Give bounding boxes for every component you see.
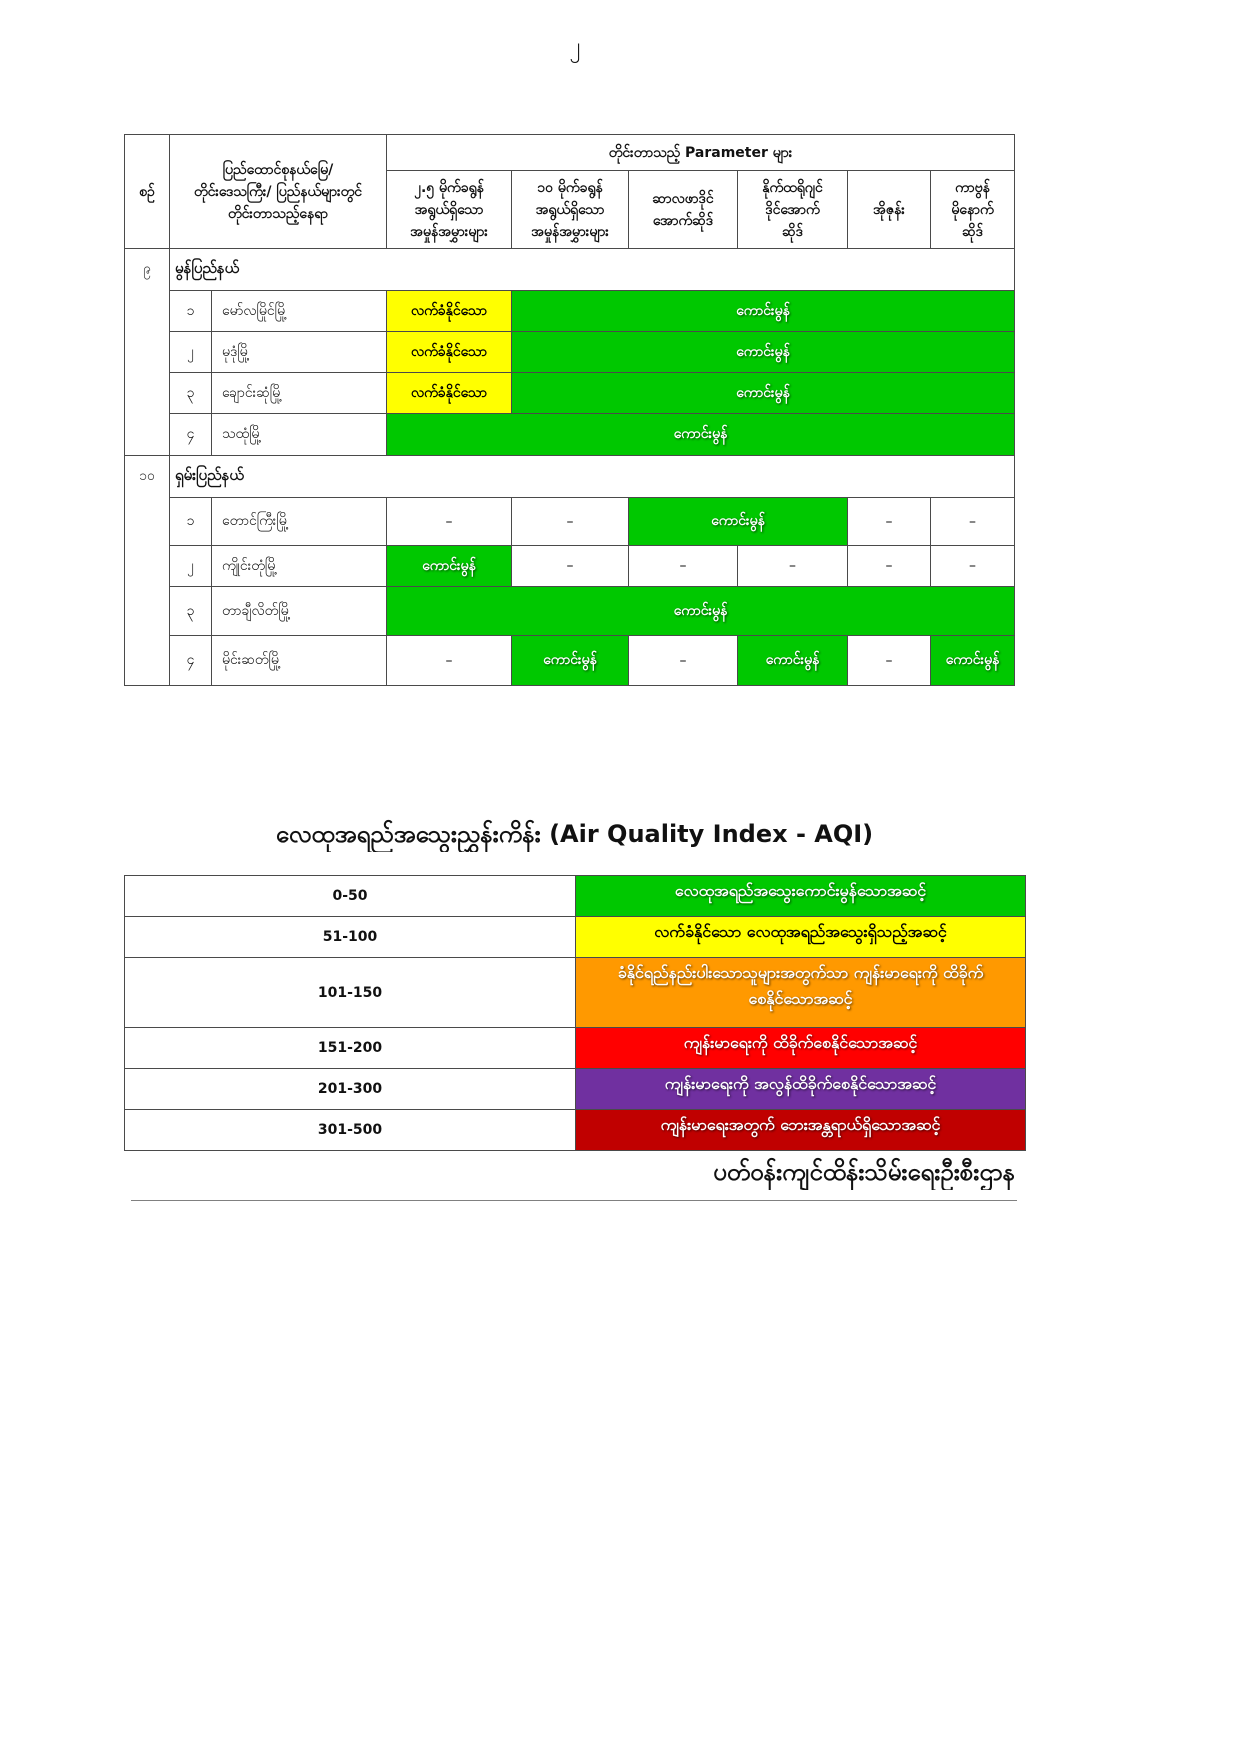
row-number: ၄ bbox=[170, 414, 212, 456]
aqi-row bbox=[125, 1069, 1026, 1110]
no-data-cell: – bbox=[629, 636, 738, 686]
aqi-range: 201-300 bbox=[125, 1069, 576, 1110]
table-row bbox=[125, 373, 1015, 414]
row-number: ၁ bbox=[170, 291, 212, 332]
aqi-category: လေထုအရည်အသွေးကောင်းမွန်သောအဆင့် bbox=[576, 876, 1026, 917]
row-number: ၂ bbox=[170, 546, 212, 587]
city-name: တောင်ကြီးမြို့ bbox=[212, 498, 387, 546]
table-row bbox=[125, 332, 1015, 373]
status-cell: ကောင်းမွန် bbox=[387, 414, 1015, 456]
no-data-cell: – bbox=[738, 546, 848, 587]
aqi-range: 0-50 bbox=[125, 876, 576, 917]
aqi-legend-body bbox=[125, 876, 1026, 1151]
header-parameter bbox=[738, 171, 848, 249]
header-parameter-line: အရွယ်ရှိသော bbox=[535, 201, 605, 218]
section-name: မွန်ပြည်နယ် bbox=[170, 249, 1015, 291]
aqi-range: 301-500 bbox=[125, 1110, 576, 1151]
page-number: ၂ bbox=[569, 34, 581, 59]
status-cell: ကောင်းမွန် bbox=[512, 291, 1015, 332]
section-row bbox=[125, 456, 1015, 498]
aqi-category: ကျန်းမာရေးအတွက် ဘေးအန္တရာယ်ရှိသောအဆင့် bbox=[576, 1110, 1026, 1151]
header-parameter-line: ၁၀ မိုက်ခရွန် bbox=[537, 179, 603, 196]
status-cell: ကောင်းမွန် bbox=[512, 332, 1015, 373]
header-row bbox=[125, 135, 1015, 171]
header-location-line: တိုင်းဒေသကြီး/ ပြည်နယ်များတွင် bbox=[193, 183, 363, 200]
row-number: ၂ bbox=[170, 332, 212, 373]
aqi-category: ခံနိုင်ရည်နည်းပါးသောသူများအတွက်သာ ကျန်းမာရေးကို ထိခိုက်စေနိုင်သောအဆင့် bbox=[576, 958, 1026, 1028]
header-location-line: တိုင်းတာသည့်နေရာ bbox=[227, 205, 329, 222]
aqi-category: ကျန်းမာရေးကို အလွန်ထိခိုက်စေနိုင်သောအဆင့် bbox=[576, 1069, 1026, 1110]
header-parameter bbox=[512, 171, 629, 249]
row-number: ၃ bbox=[170, 587, 212, 636]
no-data-cell: – bbox=[512, 546, 629, 587]
table-row bbox=[125, 546, 1015, 587]
header-parameter-line: နိုက်ထရိုဂျင် bbox=[762, 179, 823, 196]
row-number: ၄ bbox=[170, 636, 212, 686]
status-cell: ကောင်းမွန် bbox=[512, 636, 629, 686]
status-cell: ကောင်းမွန် bbox=[387, 546, 512, 587]
no-data-cell: – bbox=[848, 636, 931, 686]
table-row bbox=[125, 636, 1015, 686]
status-cell: ကောင်းမွန် bbox=[512, 373, 1015, 414]
aqi-row bbox=[125, 1110, 1026, 1151]
no-data-cell: – bbox=[848, 498, 931, 546]
header-location bbox=[170, 135, 387, 249]
header-parameter-line: ကာဗွန် bbox=[955, 179, 990, 196]
header-parameter-line: ဆိုဒ် bbox=[962, 223, 983, 240]
city-name: ချောင်းဆုံမြို့ bbox=[212, 373, 387, 414]
header-parameter bbox=[629, 171, 738, 249]
status-cell: ကောင်းမွန် bbox=[629, 498, 848, 546]
footer-divider bbox=[131, 1200, 1017, 1201]
no-data-cell: – bbox=[629, 546, 738, 587]
city-name: မိုင်းဆတ်မြို့ bbox=[212, 636, 387, 686]
no-data-cell: – bbox=[931, 546, 1015, 587]
aqi-category: လက်ခံနိုင်သော လေထုအရည်အသွေးရှိသည့်အဆင့် bbox=[576, 917, 1026, 958]
no-data-cell: – bbox=[931, 498, 1015, 546]
city-name: မုဒုံမြို့ bbox=[212, 332, 387, 373]
aqi-row bbox=[125, 876, 1026, 917]
aqi-row bbox=[125, 917, 1026, 958]
status-cell: လက်ခံနိုင်သော bbox=[387, 373, 512, 414]
no-data-cell: – bbox=[387, 498, 512, 546]
status-cell: ကောင်းမွန် bbox=[931, 636, 1015, 686]
section-name: ရှမ်းပြည်နယ် bbox=[170, 456, 1015, 498]
no-data-cell: – bbox=[848, 546, 931, 587]
status-cell: လက်ခံနိုင်သော bbox=[387, 291, 512, 332]
air-quality-readings-table bbox=[124, 134, 1015, 686]
aqi-row bbox=[125, 958, 1026, 1028]
header-parameter-line: အမှုန်အမွှားများ bbox=[531, 223, 609, 240]
section-row bbox=[125, 249, 1015, 291]
table-row bbox=[125, 414, 1015, 456]
header-parameter-line: အောက်ဆိုဒ် bbox=[652, 212, 714, 229]
no-data-cell: – bbox=[512, 498, 629, 546]
header-parameter-line: အမှုန်အမွှားများ bbox=[410, 223, 488, 240]
aqi-range: 101-150 bbox=[125, 958, 576, 1028]
header-location-line: ပြည်ထောင်စုနယ်မြေ/ bbox=[222, 161, 334, 178]
header-parameter-line: အိုဇုန်း bbox=[873, 201, 905, 218]
header-parameter-line: မိုနောက် bbox=[951, 201, 994, 218]
header-parameter-line: ဒိုင်အောက် bbox=[765, 201, 820, 218]
header-parameter-line: အရွယ်ရှိသော bbox=[414, 201, 484, 218]
city-name: မော်လမြိုင်မြို့ bbox=[212, 291, 387, 332]
aqi-range: 51-100 bbox=[125, 917, 576, 958]
status-cell: လက်ခံနိုင်သော bbox=[387, 332, 512, 373]
department-name: ပတ်ဝန်းကျင်ထိန်းသိမ်းရေးဦးစီးဌာန bbox=[713, 1158, 1015, 1186]
header-parameter bbox=[931, 171, 1015, 249]
status-cell: ကောင်းမွန် bbox=[387, 587, 1015, 636]
row-number: ၃ bbox=[170, 373, 212, 414]
header-parameters-group: တိုင်းတာသည့် Parameter များ bbox=[387, 135, 1015, 171]
header-parameter-line: ဆာလဖာဒိုင် bbox=[652, 190, 714, 207]
no-data-cell: – bbox=[387, 636, 512, 686]
row-number: ၁ bbox=[170, 498, 212, 546]
table-row bbox=[125, 498, 1015, 546]
header-parameter bbox=[848, 171, 931, 249]
table-body bbox=[125, 249, 1015, 686]
city-name: သထုံမြို့ bbox=[212, 414, 387, 456]
table-row bbox=[125, 587, 1015, 636]
aqi-title: လေထုအရည်အသွေးညွှန်းကိန်း (Air Quality Index - AQI) bbox=[275, 820, 874, 848]
section-serial-no: ၁၀ bbox=[125, 456, 170, 686]
aqi-legend-table bbox=[124, 875, 1026, 1151]
header-serial-no: စဉ် bbox=[125, 135, 170, 249]
header-parameter-line: ဆိုဒ် bbox=[782, 223, 803, 240]
aqi-category: ကျန်းမာရေးကို ထိခိုက်စေနိုင်သောအဆင့် bbox=[576, 1028, 1026, 1069]
aqi-range: 151-200 bbox=[125, 1028, 576, 1069]
table-row bbox=[125, 291, 1015, 332]
section-serial-no: ၉ bbox=[125, 249, 170, 456]
aqi-row bbox=[125, 1028, 1026, 1069]
city-name: ကျိုင်းတုံမြို့ bbox=[212, 546, 387, 587]
header-parameter bbox=[387, 171, 512, 249]
table-header bbox=[125, 135, 1015, 249]
header-parameter-line: ၂.၅ မိုက်ခရွန် bbox=[414, 179, 484, 196]
status-cell: ကောင်းမွန် bbox=[738, 636, 848, 686]
city-name: တာချီလိတ်မြို့ bbox=[212, 587, 387, 636]
